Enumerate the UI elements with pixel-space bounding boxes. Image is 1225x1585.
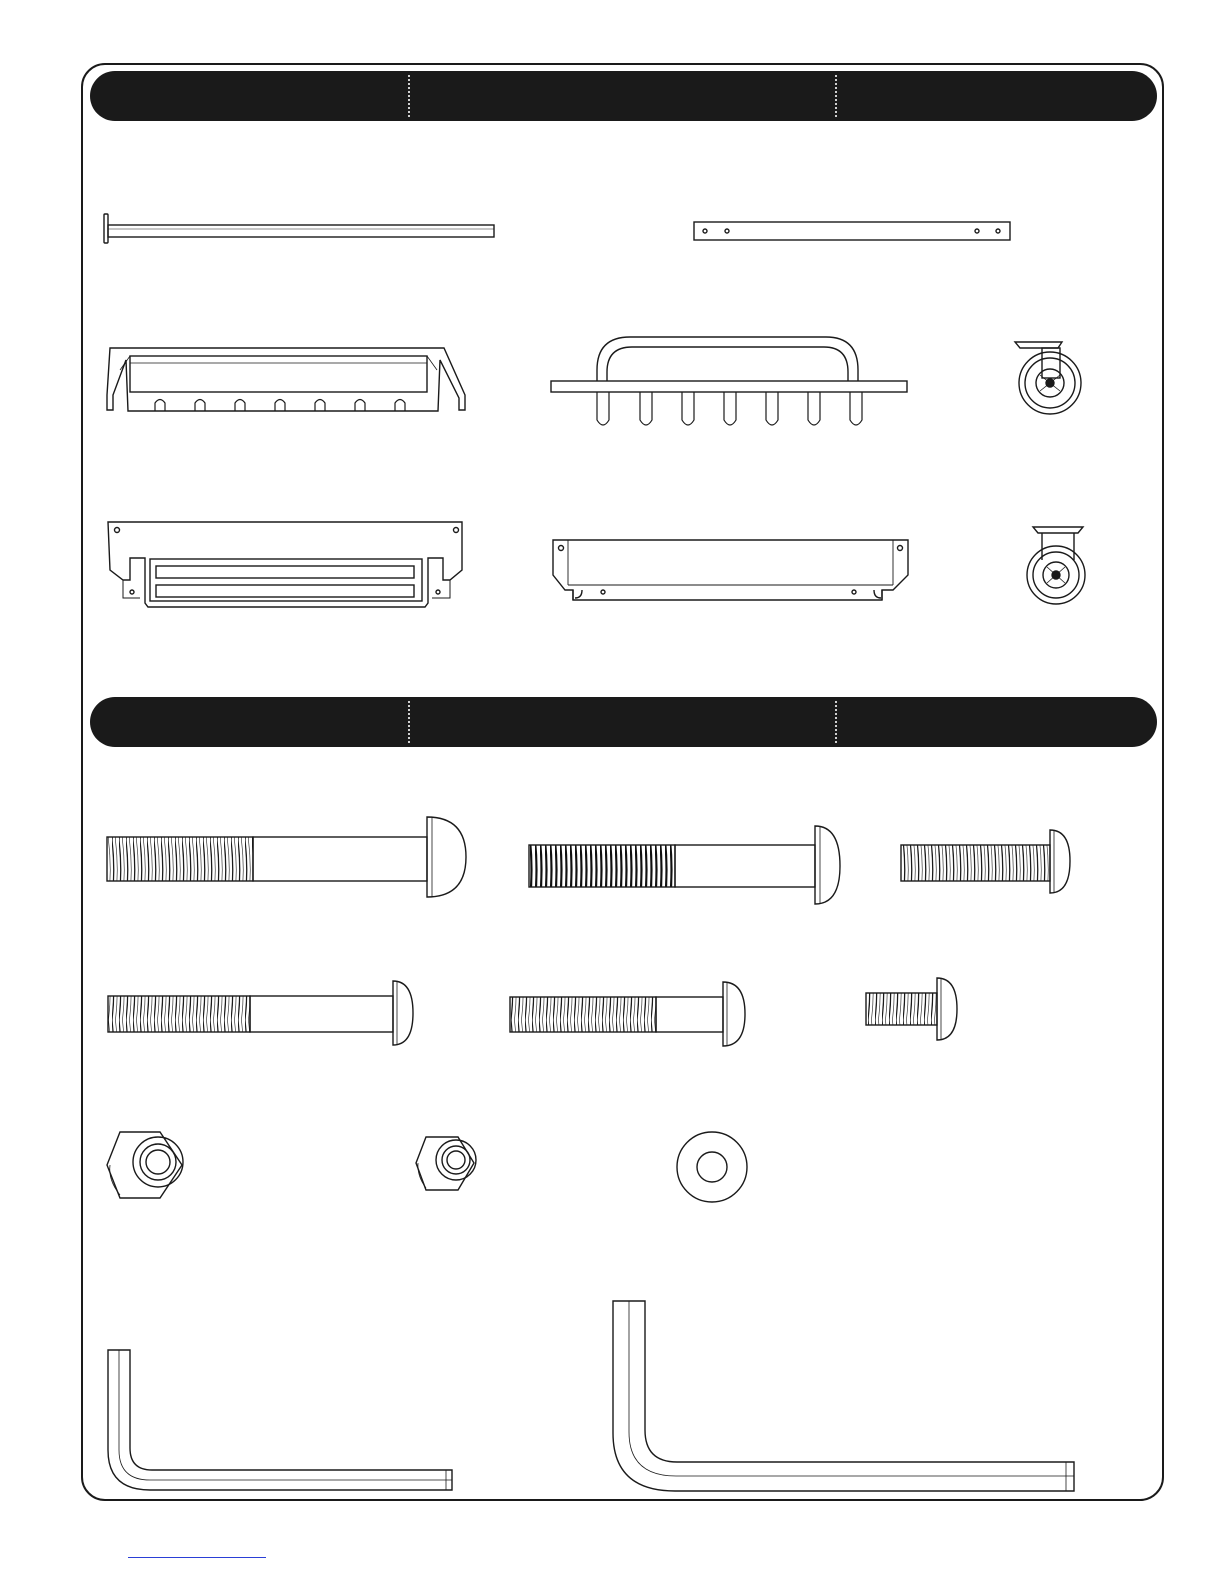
fixed-caster-part (1027, 527, 1085, 604)
slotted-bracket-part (108, 522, 462, 607)
hook-tray-part (107, 348, 465, 411)
short-bolt (901, 830, 1070, 893)
lock-nut-small (416, 1137, 476, 1190)
long-rod-part (104, 214, 494, 243)
long-bolt-black (529, 826, 840, 904)
allen-key-large (613, 1301, 1074, 1491)
lock-nut-large (107, 1132, 183, 1198)
flat-bar-part (694, 222, 1010, 240)
long-bolt-large (107, 817, 466, 897)
allen-key-small (108, 1350, 452, 1490)
flat-bracket-part (553, 540, 908, 600)
handle-hook-bar-part (551, 337, 907, 425)
short-bolt-small (866, 978, 957, 1040)
footer-link-underline[interactable] (128, 1551, 266, 1558)
swivel-caster-part (1015, 342, 1081, 414)
washer (677, 1132, 747, 1202)
bolt-medium (510, 982, 745, 1046)
long-bolt-medium (108, 981, 413, 1045)
